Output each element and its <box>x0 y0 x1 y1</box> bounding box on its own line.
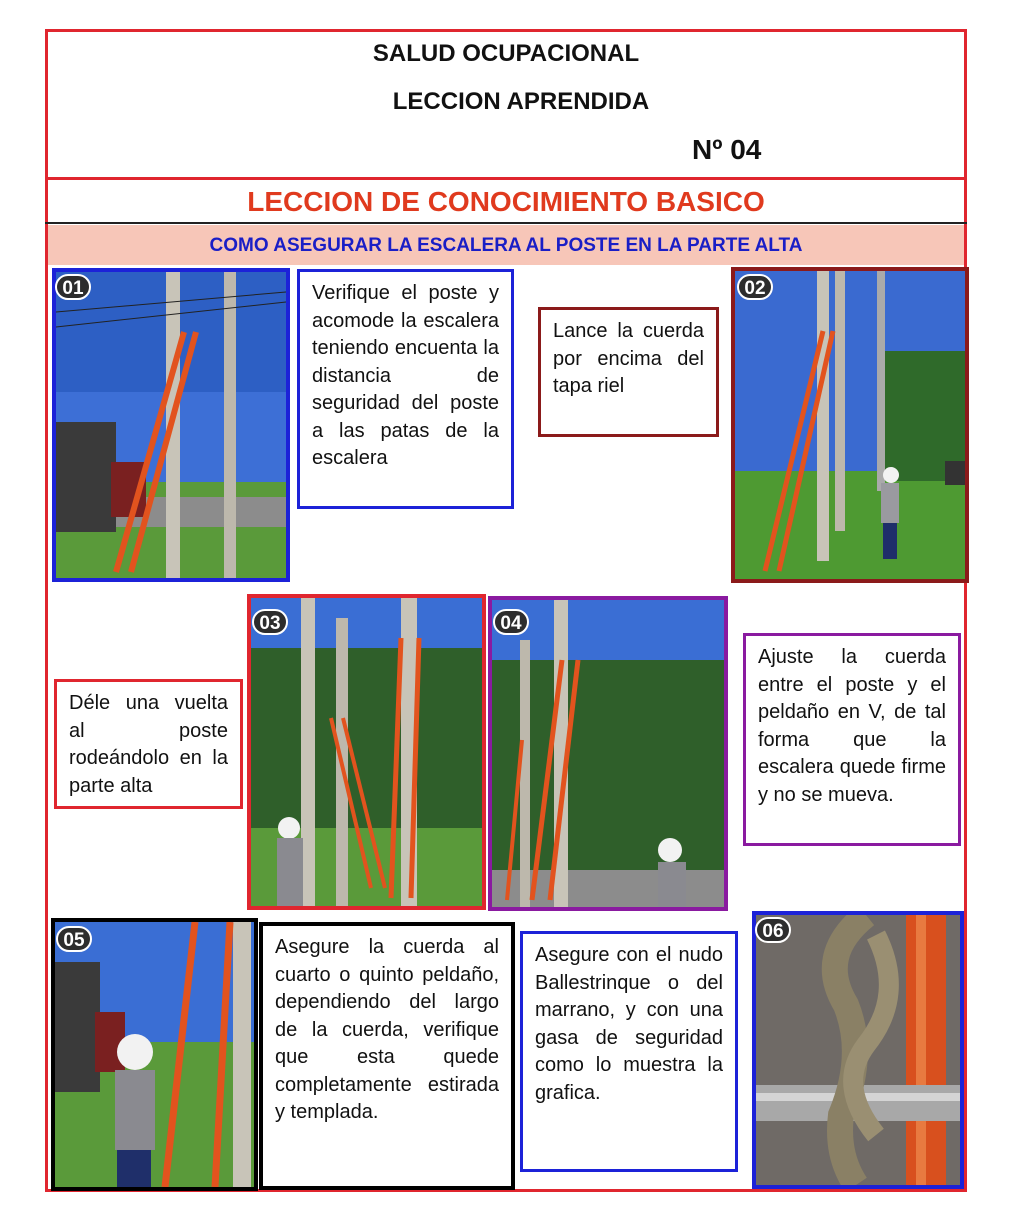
page-title: LECCION DE CONOCIMIENTO BASICO <box>247 186 765 217</box>
step-badge-03: 03 <box>252 609 288 635</box>
header-line-2: LECCION APRENDIDA <box>392 88 650 115</box>
step-text-04: Ajuste la cuerda entre el poste y el peldaño en V, de tal forma que la escalera quede firme y no se mueva. <box>743 633 961 846</box>
step-text-02: Lance la cuerda por encima del tapa riel <box>538 307 719 437</box>
photo-step-05 <box>51 918 258 1191</box>
step-badge-06: 06 <box>755 917 791 943</box>
step-text-06: Asegure con el nudo Ballestrinque o del marrano, y con una gasa de seguridad como lo muestra la grafica. <box>520 931 738 1172</box>
header-divider <box>45 177 967 180</box>
step-badge-01: 01 <box>55 274 91 300</box>
step-text-01: Verifique el poste y acomode la escalera teniendo encuenta la distancia de seguridad del poste a las patas de la escalera <box>297 269 514 509</box>
photo-step-03 <box>247 594 486 910</box>
step-badge-02: 02 <box>737 274 773 300</box>
step-badge-04: 04 <box>493 609 529 635</box>
photo-step-01 <box>52 268 290 582</box>
step-badge-05: 05 <box>56 926 92 952</box>
step-text-03: Déle una vuelta al poste rodeándolo en la parte alta <box>54 679 243 809</box>
photo-step-04 <box>488 596 728 911</box>
step-text-05: Asegure la cuerda al cuarto o quinto peldaño, dependiendo del largo de la cuerda, verifique que esta quede completamente estirada y templada. <box>259 922 515 1190</box>
page-subtitle: COMO ASEGURAR LA ESCALERA AL POSTE EN LA PARTE ALTA <box>209 235 803 256</box>
lesson-number: Nº 04 <box>692 134 762 165</box>
photo-step-02 <box>731 267 969 583</box>
photo-step-06 <box>752 911 964 1189</box>
title-underline <box>45 222 967 224</box>
header-line-1: SALUD OCUPACIONAL <box>372 40 640 67</box>
